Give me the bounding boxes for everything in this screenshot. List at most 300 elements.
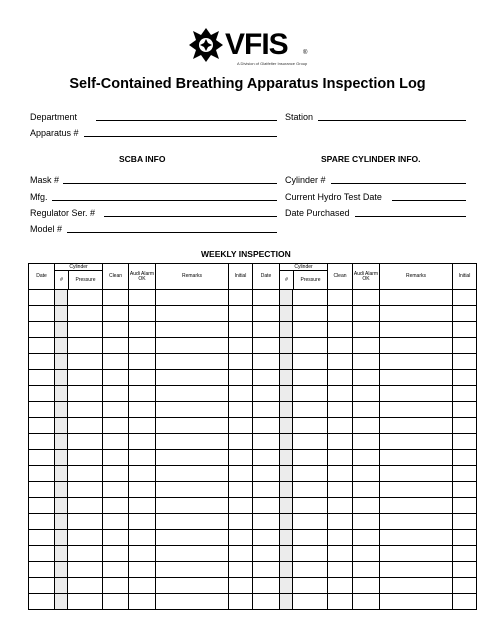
- table-cell[interactable]: [380, 290, 453, 306]
- table-cell[interactable]: [353, 338, 380, 354]
- table-cell[interactable]: [103, 322, 129, 338]
- table-cell[interactable]: [353, 594, 380, 610]
- table-cell[interactable]: [293, 418, 328, 434]
- table-cell[interactable]: [453, 450, 477, 466]
- table-cell[interactable]: [129, 370, 156, 386]
- table-cell[interactable]: [328, 370, 353, 386]
- department-field[interactable]: [96, 120, 277, 121]
- table-cell[interactable]: [229, 338, 253, 354]
- table-cell[interactable]: [156, 546, 229, 562]
- table-cell[interactable]: [103, 498, 129, 514]
- table-cell[interactable]: [453, 498, 477, 514]
- table-cell[interactable]: [68, 338, 103, 354]
- table-cell[interactable]: [328, 386, 353, 402]
- station-field[interactable]: [318, 120, 466, 121]
- table-cell[interactable]: [29, 386, 55, 402]
- table-cell[interactable]: [453, 402, 477, 418]
- table-cell[interactable]: [29, 514, 55, 530]
- table-cell[interactable]: [103, 418, 129, 434]
- table-cell[interactable]: [129, 530, 156, 546]
- table-cell[interactable]: [68, 402, 103, 418]
- table-cell[interactable]: [280, 402, 293, 418]
- table-cell[interactable]: [453, 322, 477, 338]
- table-cell[interactable]: [129, 450, 156, 466]
- table-cell[interactable]: [156, 434, 229, 450]
- table-cell[interactable]: [253, 578, 280, 594]
- table-cell[interactable]: [103, 530, 129, 546]
- table-cell[interactable]: [68, 498, 103, 514]
- table-cell[interactable]: [29, 434, 55, 450]
- table-cell[interactable]: [156, 354, 229, 370]
- table-cell[interactable]: [229, 418, 253, 434]
- table-cell[interactable]: [453, 594, 477, 610]
- table-cell[interactable]: [353, 466, 380, 482]
- table-cell[interactable]: [29, 306, 55, 322]
- table-cell[interactable]: [293, 498, 328, 514]
- table-cell[interactable]: [280, 450, 293, 466]
- table-cell[interactable]: [453, 354, 477, 370]
- table-cell[interactable]: [328, 514, 353, 530]
- table-cell[interactable]: [353, 306, 380, 322]
- table-cell[interactable]: [453, 546, 477, 562]
- table-cell[interactable]: [280, 306, 293, 322]
- table-cell[interactable]: [156, 450, 229, 466]
- station-label: Station: [285, 112, 314, 122]
- table-cell[interactable]: [68, 322, 103, 338]
- table-cell[interactable]: [103, 466, 129, 482]
- table-cell[interactable]: [353, 354, 380, 370]
- table-cell[interactable]: [229, 402, 253, 418]
- table-cell[interactable]: [103, 338, 129, 354]
- table-cell[interactable]: [55, 322, 68, 338]
- table-cell[interactable]: [380, 466, 453, 482]
- table-cell[interactable]: [380, 370, 453, 386]
- mfg-field[interactable]: [52, 200, 277, 201]
- table-cell[interactable]: [293, 354, 328, 370]
- table-cell[interactable]: [253, 386, 280, 402]
- table-cell[interactable]: [253, 562, 280, 578]
- table-cell[interactable]: [253, 514, 280, 530]
- table-cell[interactable]: [253, 354, 280, 370]
- table-cell[interactable]: [129, 466, 156, 482]
- table-cell[interactable]: [156, 578, 229, 594]
- logo-tagline: A Division of Glatfelter Insurance Group: [237, 61, 308, 66]
- table-cell[interactable]: [280, 354, 293, 370]
- table-cell[interactable]: [55, 546, 68, 562]
- table-cell[interactable]: [353, 290, 380, 306]
- table-cell[interactable]: [68, 386, 103, 402]
- table-cell[interactable]: [253, 482, 280, 498]
- table-cell[interactable]: [29, 578, 55, 594]
- table-cell[interactable]: [380, 402, 453, 418]
- table-cell[interactable]: [229, 594, 253, 610]
- table-cell[interactable]: [453, 386, 477, 402]
- table-cell[interactable]: [156, 466, 229, 482]
- table-cell[interactable]: [29, 370, 55, 386]
- table-cell[interactable]: [380, 386, 453, 402]
- table-cell[interactable]: [380, 498, 453, 514]
- table-cell[interactable]: [55, 450, 68, 466]
- table-cell[interactable]: [129, 322, 156, 338]
- table-cell[interactable]: [380, 450, 453, 466]
- table-cell[interactable]: [280, 482, 293, 498]
- table-cell[interactable]: [353, 434, 380, 450]
- table-cell[interactable]: [29, 354, 55, 370]
- mfg-label: Mfg.: [30, 192, 48, 202]
- table-cell[interactable]: [103, 370, 129, 386]
- table-cell[interactable]: [328, 530, 353, 546]
- table-row: [29, 338, 477, 354]
- table-cell[interactable]: [380, 322, 453, 338]
- table-cell[interactable]: [293, 546, 328, 562]
- table-cell[interactable]: [280, 530, 293, 546]
- table-cell[interactable]: [55, 578, 68, 594]
- table-cell[interactable]: [156, 514, 229, 530]
- table-cell[interactable]: [103, 434, 129, 450]
- table-cell[interactable]: [280, 338, 293, 354]
- table-cell[interactable]: [156, 418, 229, 434]
- table-cell[interactable]: [229, 578, 253, 594]
- table-cell[interactable]: [103, 594, 129, 610]
- table-cell[interactable]: [129, 482, 156, 498]
- table-cell[interactable]: [129, 514, 156, 530]
- table-cell[interactable]: [380, 594, 453, 610]
- table-cell[interactable]: [453, 562, 477, 578]
- table-cell[interactable]: [103, 578, 129, 594]
- table-cell[interactable]: [293, 290, 328, 306]
- table-cell[interactable]: [253, 402, 280, 418]
- table-cell[interactable]: [55, 594, 68, 610]
- table-cell[interactable]: [68, 466, 103, 482]
- table-cell[interactable]: [293, 434, 328, 450]
- table-row: [29, 578, 477, 594]
- table-cell[interactable]: [229, 370, 253, 386]
- table-cell[interactable]: [229, 482, 253, 498]
- table-cell[interactable]: [103, 450, 129, 466]
- table-cell[interactable]: [103, 482, 129, 498]
- table-cell[interactable]: [55, 306, 68, 322]
- table-cell[interactable]: [229, 498, 253, 514]
- table-cell[interactable]: [229, 434, 253, 450]
- table-cell[interactable]: [280, 514, 293, 530]
- table-cell[interactable]: [280, 386, 293, 402]
- table-cell[interactable]: [68, 594, 103, 610]
- table-cell[interactable]: [328, 306, 353, 322]
- table-cell[interactable]: [328, 578, 353, 594]
- table-cell[interactable]: [103, 402, 129, 418]
- table-cell[interactable]: [293, 594, 328, 610]
- table-cell[interactable]: [328, 434, 353, 450]
- table-cell[interactable]: [280, 418, 293, 434]
- table-cell[interactable]: [29, 402, 55, 418]
- table-cell[interactable]: [68, 434, 103, 450]
- table-cell[interactable]: [453, 338, 477, 354]
- table-cell[interactable]: [29, 546, 55, 562]
- table-cell[interactable]: [68, 530, 103, 546]
- header-clean-2: Clean: [328, 264, 353, 290]
- table-cell[interactable]: [280, 498, 293, 514]
- table-cell[interactable]: [328, 482, 353, 498]
- table-cell[interactable]: [55, 354, 68, 370]
- table-cell[interactable]: [229, 290, 253, 306]
- table-cell[interactable]: [55, 514, 68, 530]
- table-cell[interactable]: [328, 546, 353, 562]
- table-cell[interactable]: [453, 578, 477, 594]
- table-cell[interactable]: [328, 562, 353, 578]
- department-label: Department: [30, 112, 78, 122]
- table-cell[interactable]: [453, 514, 477, 530]
- table-cell[interactable]: [29, 466, 55, 482]
- table-cell[interactable]: [229, 514, 253, 530]
- cylinder-field[interactable]: [331, 183, 466, 184]
- table-cell[interactable]: [156, 370, 229, 386]
- table-cell[interactable]: [253, 466, 280, 482]
- table-cell[interactable]: [353, 514, 380, 530]
- table-cell[interactable]: [229, 530, 253, 546]
- table-cell[interactable]: [68, 370, 103, 386]
- table-cell[interactable]: [55, 338, 68, 354]
- table-cell[interactable]: [328, 338, 353, 354]
- table-cell[interactable]: [29, 290, 55, 306]
- table-cell[interactable]: [293, 482, 328, 498]
- table-cell[interactable]: [129, 386, 156, 402]
- table-cell[interactable]: [229, 322, 253, 338]
- mask-field[interactable]: [63, 183, 277, 184]
- table-cell[interactable]: [328, 402, 353, 418]
- table-cell[interactable]: [68, 482, 103, 498]
- table-cell[interactable]: [293, 306, 328, 322]
- table-cell[interactable]: [328, 290, 353, 306]
- table-cell[interactable]: [328, 354, 353, 370]
- table-cell[interactable]: [328, 418, 353, 434]
- table-cell[interactable]: [103, 514, 129, 530]
- table-cell[interactable]: [353, 498, 380, 514]
- table-cell[interactable]: [280, 466, 293, 482]
- table-cell[interactable]: [55, 370, 68, 386]
- table-cell[interactable]: [156, 338, 229, 354]
- table-cell[interactable]: [156, 402, 229, 418]
- table-cell[interactable]: [380, 482, 453, 498]
- table-cell[interactable]: [103, 386, 129, 402]
- table-cell[interactable]: [103, 562, 129, 578]
- table-cell[interactable]: [29, 562, 55, 578]
- table-cell[interactable]: [229, 354, 253, 370]
- table-cell[interactable]: [68, 546, 103, 562]
- table-cell[interactable]: [293, 530, 328, 546]
- table-cell[interactable]: [353, 370, 380, 386]
- table-cell[interactable]: [353, 418, 380, 434]
- table-cell[interactable]: [129, 594, 156, 610]
- table-cell[interactable]: [129, 306, 156, 322]
- table-cell[interactable]: [55, 482, 68, 498]
- table-cell[interactable]: [328, 322, 353, 338]
- table-cell[interactable]: [328, 498, 353, 514]
- table-cell[interactable]: [380, 354, 453, 370]
- table-cell[interactable]: [129, 338, 156, 354]
- table-cell[interactable]: [55, 466, 68, 482]
- cylinder-group-label-2: Cylinder: [280, 264, 327, 271]
- table-cell[interactable]: [253, 498, 280, 514]
- table-cell[interactable]: [280, 434, 293, 450]
- table-cell[interactable]: [380, 514, 453, 530]
- table-cell[interactable]: [353, 386, 380, 402]
- table-cell[interactable]: [129, 578, 156, 594]
- table-cell[interactable]: [353, 530, 380, 546]
- table-cell[interactable]: [29, 418, 55, 434]
- table-cell[interactable]: [55, 498, 68, 514]
- table-cell[interactable]: [453, 530, 477, 546]
- table-cell[interactable]: [453, 418, 477, 434]
- table-cell[interactable]: [55, 386, 68, 402]
- table-cell[interactable]: [280, 562, 293, 578]
- table-cell[interactable]: [453, 306, 477, 322]
- table-cell[interactable]: [129, 354, 156, 370]
- apparatus-field[interactable]: [84, 136, 277, 137]
- table-cell[interactable]: [380, 578, 453, 594]
- table-cell[interactable]: [229, 466, 253, 482]
- table-cell[interactable]: [156, 306, 229, 322]
- table-row: [29, 290, 477, 306]
- table-cell[interactable]: [380, 338, 453, 354]
- table-cell[interactable]: [380, 530, 453, 546]
- regulator-field[interactable]: [104, 216, 277, 217]
- table-cell[interactable]: [68, 450, 103, 466]
- table-cell[interactable]: [328, 594, 353, 610]
- table-cell[interactable]: [293, 578, 328, 594]
- table-cell[interactable]: [68, 514, 103, 530]
- table-cell[interactable]: [353, 482, 380, 498]
- table-cell[interactable]: [29, 498, 55, 514]
- table-cell[interactable]: [380, 306, 453, 322]
- table-cell[interactable]: [253, 338, 280, 354]
- table-cell[interactable]: [103, 354, 129, 370]
- table-cell[interactable]: [55, 290, 68, 306]
- date-purchased-field[interactable]: [355, 216, 466, 217]
- table-cell[interactable]: [253, 370, 280, 386]
- table-cell[interactable]: [253, 322, 280, 338]
- table-cell[interactable]: [280, 322, 293, 338]
- header-initial-2: Initial: [453, 264, 477, 290]
- table-cell[interactable]: [353, 450, 380, 466]
- table-cell[interactable]: [253, 530, 280, 546]
- table-cell[interactable]: [293, 386, 328, 402]
- table-cell[interactable]: [129, 562, 156, 578]
- table-cell[interactable]: [156, 322, 229, 338]
- table-cell[interactable]: [328, 466, 353, 482]
- table-cell[interactable]: [380, 562, 453, 578]
- table-cell[interactable]: [253, 418, 280, 434]
- table-cell[interactable]: [453, 290, 477, 306]
- table-cell[interactable]: [68, 290, 103, 306]
- table-cell[interactable]: [156, 530, 229, 546]
- table-cell[interactable]: [253, 290, 280, 306]
- table-cell[interactable]: [353, 578, 380, 594]
- table-cell[interactable]: [253, 546, 280, 562]
- table-cell[interactable]: [253, 306, 280, 322]
- table-cell[interactable]: [229, 306, 253, 322]
- table-cell[interactable]: [156, 498, 229, 514]
- table-cell[interactable]: [129, 434, 156, 450]
- table-cell[interactable]: [253, 434, 280, 450]
- table-cell[interactable]: [380, 418, 453, 434]
- table-cell[interactable]: [156, 386, 229, 402]
- table-cell[interactable]: [280, 594, 293, 610]
- table-cell[interactable]: [293, 450, 328, 466]
- table-cell[interactable]: [293, 338, 328, 354]
- table-cell[interactable]: [229, 450, 253, 466]
- table-cell[interactable]: [293, 402, 328, 418]
- hydro-test-field[interactable]: [392, 200, 466, 201]
- table-cell[interactable]: [55, 530, 68, 546]
- table-cell[interactable]: [353, 546, 380, 562]
- table-cell[interactable]: [280, 370, 293, 386]
- table-cell[interactable]: [353, 562, 380, 578]
- table-cell[interactable]: [29, 530, 55, 546]
- table-cell[interactable]: [55, 562, 68, 578]
- table-cell[interactable]: [253, 594, 280, 610]
- table-cell[interactable]: [68, 354, 103, 370]
- table-cell[interactable]: [453, 482, 477, 498]
- table-cell[interactable]: [280, 578, 293, 594]
- table-cell[interactable]: [293, 562, 328, 578]
- table-cell[interactable]: [293, 514, 328, 530]
- table-cell[interactable]: [380, 546, 453, 562]
- table-cell[interactable]: [156, 594, 229, 610]
- model-field[interactable]: [67, 232, 277, 233]
- table-cell[interactable]: [328, 450, 353, 466]
- table-cell[interactable]: [29, 594, 55, 610]
- table-cell[interactable]: [55, 434, 68, 450]
- table-cell[interactable]: [68, 418, 103, 434]
- table-cell[interactable]: [353, 322, 380, 338]
- table-cell[interactable]: [68, 562, 103, 578]
- table-cell[interactable]: [129, 290, 156, 306]
- table-cell[interactable]: [55, 418, 68, 434]
- table-cell[interactable]: [55, 402, 68, 418]
- table-cell[interactable]: [29, 450, 55, 466]
- table-cell[interactable]: [103, 546, 129, 562]
- table-cell[interactable]: [68, 578, 103, 594]
- table-cell[interactable]: [156, 562, 229, 578]
- table-cell[interactable]: [129, 546, 156, 562]
- table-cell[interactable]: [253, 450, 280, 466]
- table-cell[interactable]: [380, 434, 453, 450]
- table-cell[interactable]: [353, 402, 380, 418]
- table-cell[interactable]: [229, 386, 253, 402]
- table-cell[interactable]: [29, 338, 55, 354]
- table-cell[interactable]: [156, 482, 229, 498]
- table-cell[interactable]: [229, 546, 253, 562]
- table-cell[interactable]: [29, 322, 55, 338]
- table-cell[interactable]: [129, 498, 156, 514]
- table-cell[interactable]: [229, 562, 253, 578]
- table-cell[interactable]: [293, 466, 328, 482]
- table-cell[interactable]: [103, 306, 129, 322]
- table-cell[interactable]: [129, 418, 156, 434]
- table-cell[interactable]: [293, 370, 328, 386]
- table-cell[interactable]: [280, 290, 293, 306]
- table-cell[interactable]: [453, 466, 477, 482]
- table-cell[interactable]: [280, 546, 293, 562]
- table-cell[interactable]: [156, 290, 229, 306]
- table-cell[interactable]: [453, 434, 477, 450]
- table-cell[interactable]: [293, 322, 328, 338]
- table-cell[interactable]: [103, 290, 129, 306]
- table-cell[interactable]: [129, 402, 156, 418]
- table-cell[interactable]: [29, 482, 55, 498]
- table-cell[interactable]: [453, 370, 477, 386]
- table-cell[interactable]: [68, 306, 103, 322]
